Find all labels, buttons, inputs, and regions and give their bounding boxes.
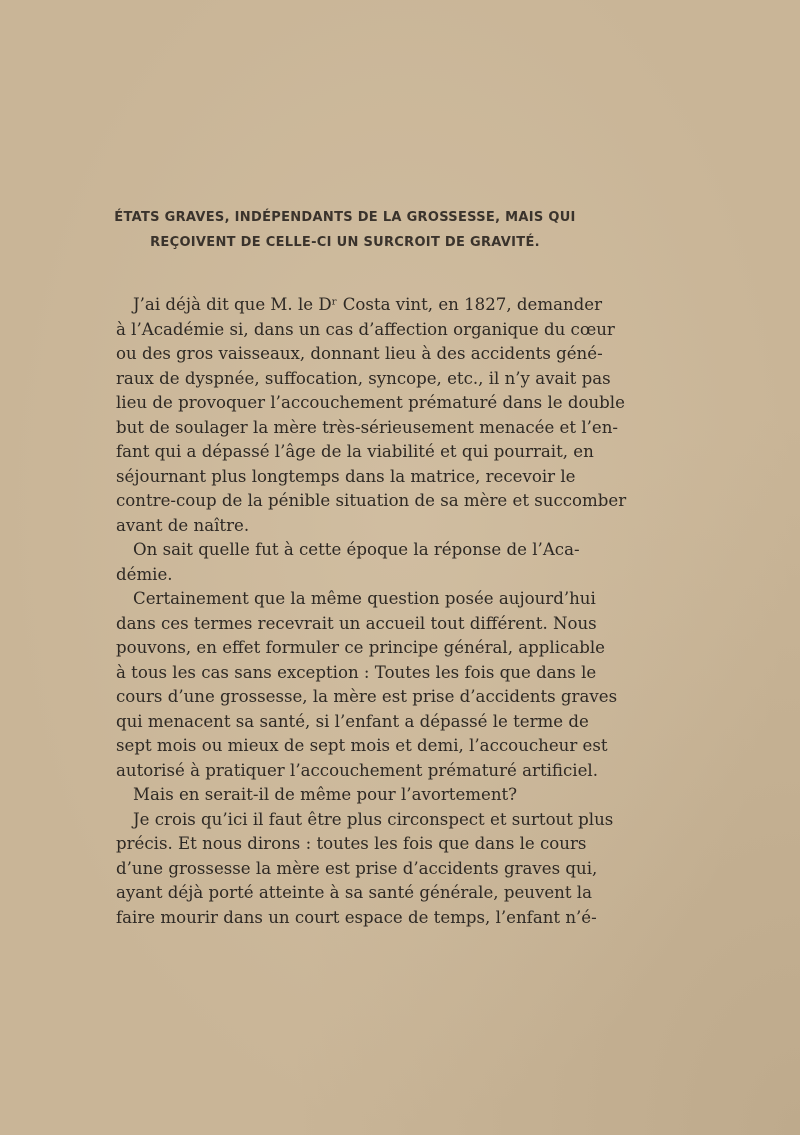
text-line: but de soulager la mère très-sérieusement menacée et l’en- xyxy=(116,417,619,437)
text-line: d’une grossesse la mère est prise d’accidents graves qui, xyxy=(116,858,598,878)
text-line: dans ces termes recevrait un accueil tout différent. Nous xyxy=(116,613,597,633)
text-line: démie. xyxy=(116,564,173,584)
text-line: Certainement que la même question posée aujourd’hui xyxy=(133,589,596,608)
section-heading xyxy=(110,205,580,255)
text-line: autorisé à pratiquer l’accouchement prématuré artificiel. xyxy=(116,760,598,780)
text-line: pouvons, en effet formuler ce principe général, applicable xyxy=(116,638,605,657)
text-line: Mais en serait-il de même pour l’avortement? xyxy=(133,785,518,804)
text-line: cours d’une grossesse, la mère est prise d’accidents graves xyxy=(116,687,618,706)
body-text xyxy=(116,293,627,930)
text-line: lieu de provoquer l’accouchement prématuré dans le double xyxy=(116,393,625,412)
text-line: qui menacent sa santé, si l’enfant a dépassé le terme de xyxy=(116,711,589,731)
text-line: à l’Académie si, dans un cas d’affection organique du cœur xyxy=(116,319,615,339)
text-line: à tous les cas sans exception : Toutes les fois que dans le xyxy=(116,662,597,682)
text-line: contre-coup de la pénible situation de sa mère et succomber xyxy=(116,491,627,510)
text-line: faire mourir dans un court espace de temps, l’enfant n’é- xyxy=(116,907,597,927)
text-line: avant de naître. xyxy=(116,515,250,535)
text-line: raux de dyspnée, suffocation, syncope, etc., il n’y avait pas xyxy=(116,368,611,388)
text-line: séjournant plus longtemps dans la matrice, recevoir le xyxy=(116,466,576,486)
text-line: ayant déjà porté atteinte à sa santé générale, peuvent la xyxy=(116,883,592,902)
text-line: sept mois ou mieux de sept mois et demi, l’accoucheur est xyxy=(116,736,608,755)
text-line: fant qui a dépassé l’âge de la viabilité et qui pourrait, en xyxy=(116,442,594,461)
heading-line-2: REÇOIVENT DE CELLE-CI UN SURCROIT DE GRAVITÉ. xyxy=(150,235,540,250)
text-line: Je crois qu’ici il faut être plus circonspect et surtout plus xyxy=(133,809,614,829)
text-line: On sait quelle fut à cette époque la réponse de l’Aca- xyxy=(133,540,580,559)
heading-line-1: ÉTATS GRAVES, INDÉPENDANTS DE LA GROSSESSE, MAIS QUI xyxy=(114,210,576,225)
text-line: précis. Et nous dirons : toutes les fois que dans le cours xyxy=(116,834,587,853)
text-line: ou des gros vaisseaux, donnant lieu à des accidents géné- xyxy=(116,344,603,363)
text-line: J’ai déjà dit que M. le Dʳ Costa vint, en 1827, demander xyxy=(133,295,603,314)
